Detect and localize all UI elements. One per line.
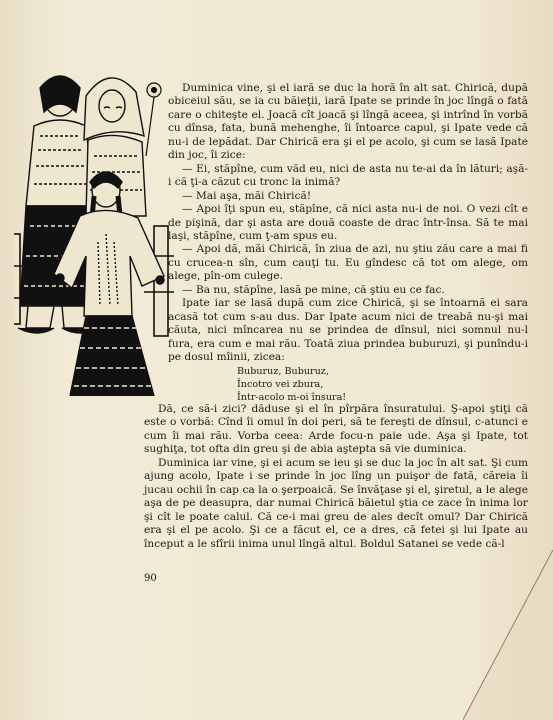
verse (237, 366, 437, 404)
continuation-text (144, 403, 528, 551)
dialog-line: — Ei, stăpîne, cum văd eu, nici de asta nu te-ai da în lături; aşă-i că ţi-a căzut cu tronc la inimă? (168, 162, 528, 189)
paragraph: Duminica vine, şi el iară se duc la horă în alt sat. Chirică, după obiceiul său, se ia cu băieţii, iară Ipate se prinde în joc lîngă o fată care o chiteşte el. Joacă cît joacă şi lîngă aceea, şi intrînd în vorbă cu dînsa, fata, bună mehenghe, îi întoarce capul, şi Ipate vede că nu-i de lepădat. Dar Chirică era şi el pe acolo, şi cum se lasă Ipate din joc, îi zice: (168, 82, 528, 162)
paragraph: Dă, ce să-i zici? dăduse şi el în pîrpăra însuratului. Ş-apoi ştiţi că este o vorbă: Cînd îi omul în doi peri, să te fereşti de dînsul, c-atunci e cum îi mai rău. Vorba ceea: Arde focu-n paie ude. Aşa şi Ipate, tot sughiţa, tot ofta din greu şi de abia aştepta să vie duminica. (144, 403, 528, 456)
page-number: 90 (144, 573, 157, 584)
dialog-line: — Apoi îţi spun eu, stăpîne, că nici asta nu-i de noi. O vezi cît e de pişină, dar şi asta are două coaste de drac într-însa. Să te mai laşi, stăpîne, cum ţ-am spus eu. (168, 203, 528, 242)
intro-text (168, 82, 528, 365)
dialog-line: — Ba nu, stăpîne, lasă pe mine, că ştiu eu ce fac. (182, 283, 445, 296)
verse-line: Încotro vei zbura, (237, 378, 324, 390)
paragraph: Duminica iar vine, şi ei acum se ieu şi se duc la joc în alt sat. Şi cum ajung acolo, Ipate i se prinde în joc lîng un puişor de fată, căreia îi jucau ochii în cap ca la o şerpoaică. Se învăţase şi el, şiretul, a le alege aşa de pe deasupra, dar numai Chirică băietul ştia ce zace în inima lor şi cît le poate calul. Că ce-i mai greu de ales decît omul? Dar Chirică era şi el pe acolo. Şi ce a făcut el, ce a dres, că fetei şi lui Ipate au început a le sfîrii inima unul lîngă altul. Boldul Satanei se vede că-l (144, 456, 528, 550)
verse-line: Într-acolo m-oi însura! (237, 391, 347, 403)
verse-line: Buburuz, Buburuz, (237, 366, 329, 377)
page-corner-fold (463, 550, 553, 720)
dialog-line: — Mai aşa, măi Chirică! (182, 189, 312, 202)
folk-dancers-illustration (14, 66, 186, 396)
paragraph: Ipate iar se lasă după cum zice Chirică, şi se întoarnă ei sara acasă tot cum s-au dus. Dar Ipate acum nici de treabă nu-şi mai căuta, nici mîncarea nu se prindea de dînsul, nici somnul nu-l fura, era cum e mai rău. Toată ziua prindea buburuzi, şi punîndu-i pe dosul mîinii, zicea: (168, 297, 528, 364)
dialog-line: — Apoi dă, măi Chirică, în ziua de azi, nu ştiu zău care a mai fi cu crucea-n sîn, cum cauţi tu. Eu gîndesc că tot om alege, om alege, pîn-om culege. (168, 243, 528, 283)
